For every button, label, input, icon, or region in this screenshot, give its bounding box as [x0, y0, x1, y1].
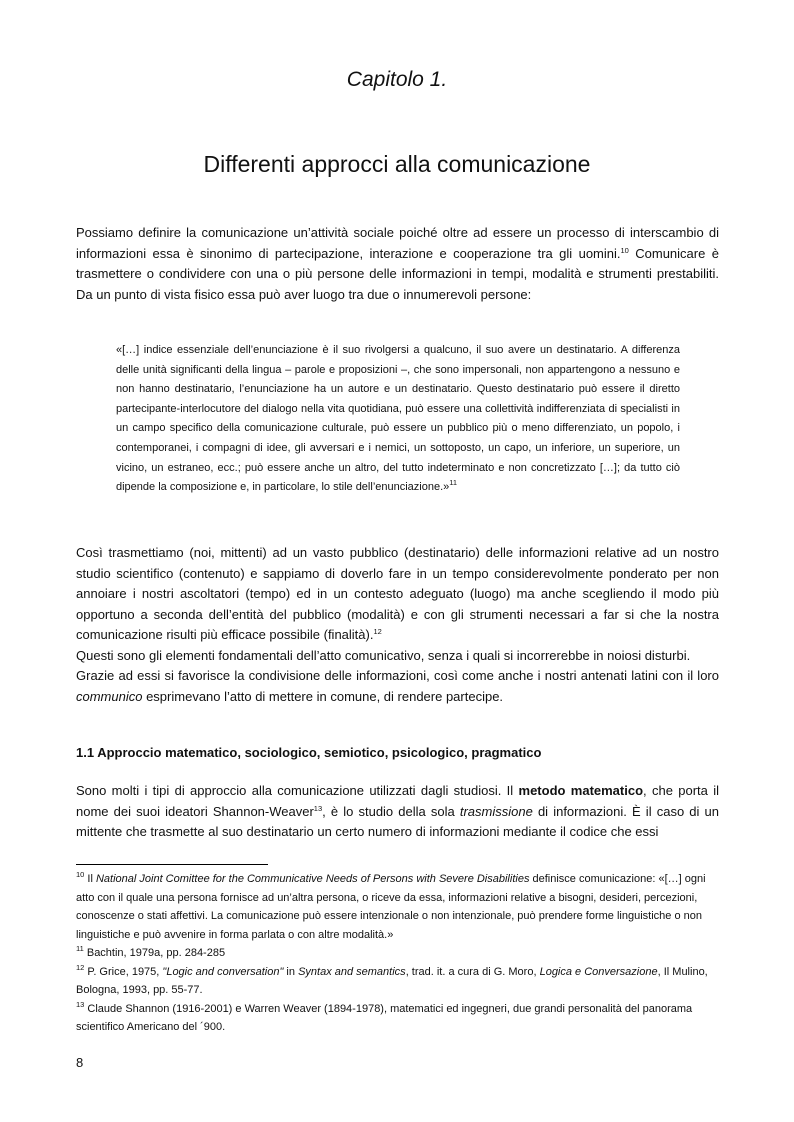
footnote-separator: [76, 864, 268, 865]
footnote-12: $^{12}$ P. Grice, 1975, "Logic and conversation" in Syntax and semantics, trad. it. a cura di G. Moro, Logica e Conversazione, Il Mulino, Bologna, 1993, pp. 55-77.: [76, 962, 708, 996]
page-number: 8: [76, 1055, 84, 1070]
section-heading: 1.1 Approccio matematico, sociologico, semiotico, psicologico, pragmatico: [76, 745, 542, 760]
section-paragraph: Sono molti i tipi di approccio alla comunicazione utilizzati dagli studiosi. Il metodo matematico, che porta il nome dei suoi ideatori Shannon-Weaver$^{13}$, è lo studio della sola trasmissione di informazioni. È il caso di un mittente che trasmette al suo destinatario un certo numero di informazioni mediante il codice che essi: [76, 783, 720, 839]
paragraph-2-line-3: Grazie ad essi si favorisce la condivisione delle informazioni, così come anche i nostri antenati latini con il loro communico esprimevano l’atto di mettere in comune, di rendere partecipe.: [76, 668, 719, 704]
footnotes: [76, 870, 722, 1037]
italic-term: trasmissione: [459, 803, 533, 819]
chapter-title: Differenti approcci alla comunicazione: [203, 151, 591, 177]
intro-text-2: Comunicare è trasmettere o condividere con una o più persone delle informazioni in tempi, modalità e strumenti prestabiliti. Da un punto di vista fisico essa può aver luogo tra due o innumerevoli persone:: [76, 245, 719, 302]
intro-text: Possiamo definire la comunicazione un’attività sociale poiché oltre ad essere un processo di interscambio di informazioni essa è sinonimo di partecipazione, interazione e cooperazione tra gli uomini.: [76, 225, 719, 261]
bold-term: metodo matematico: [518, 783, 644, 798]
footnote-ref-12[interactable]: 12: [373, 627, 382, 636]
paragraph-2-line-2: Questi sono gli elementi fondamentali dell’atto comunicativo, senza i quali si incorrerebbe in noiosi disturbi.: [76, 647, 691, 663]
footnote-10: $^{10}$ Il National Joint Comittee for the Communicative Needs of Persons with Severe Disabilities definisce comunicazione: «[…] ogni atto con il quale una persona fornisce ad un’altra persona, o riceve da essa, informazioni relative a bisogni, desideri, percezioni, conoscenze o stati affettivi. La comunicazione può essere intenzionale o non intenzionale, può prendere forme linguistiche o non linguistiche e può avvenire in forma parlata o con altre modalità.»: [76, 870, 706, 941]
footnote-ref-13[interactable]: 13: [313, 803, 323, 813]
footnote-ref-10[interactable]: 10: [620, 245, 629, 255]
footnote-11: $^{11}$ Bachtin, 1979a, pp. 284-285: [76, 944, 226, 959]
footnote-13: $^{13}$ Claude Shannon (1916-2001) e Warren Weaver (1894-1978), matematici ed ingegneri, due grandi personalità del panorama scientifico Americano del ´900.: [76, 999, 693, 1033]
intro-paragraph: [76, 223, 719, 305]
chapter-label: Capitolo 1.: [346, 68, 448, 91]
latin-term: communico: [76, 688, 143, 704]
quote-text: «[…] indice essenziale dell’enunciazione è il suo rivolgersi a qualcuno, il suo avere un destinatario. A differenza delle unità significanti della lingua – parole e proposizioni –, che sono impersonali, non appartengono a nessuno e non hanno destinatario, l’enunciazione ha un autore e un destinatario. Questo destinatario può essere il diretto partecipante-interlocutore del dialogo nella vita quotidiana, può essere una collettività indifferenziata di specialisti in un campo specifico della comunicazione culturale, può essere un pubblico più o meno differenziato, un popolo, i contemporanei, i compagni di idee, gli avversari e i nemici, un sottoposto, un capo, un inferiore, un superiore, un vicino, un estraneo, ecc.; può essere anche un altro, del tutto indeterminato e non concretizzato […]; da tutto ciò dipende la composizione e, in particolare, lo stile dell’enunciazione.»: [116, 344, 680, 494]
paragraph-2-text: Così trasmettiamo (noi, mittenti) ad un vasto pubblico (destinatario) delle informazioni relative ad un nostro studio scientifico (contenuto) e sappiamo di doverlo fare in un tempo considerevolmente ponderato per non annoiare i nostri ascoltatori (tempo) ed in un contesto adeguato (luogo) ma anche scegliendo il modo più opportuno a seconda dell’entità del pubblico (modalità) e con gli strumenti necessari a far si che la nostra comunicazione risulti più efficace possibile (finalità).: [76, 545, 719, 642]
paragraph-2: [76, 543, 719, 707]
footnote-ref-11[interactable]: 11: [449, 478, 458, 488]
block-quote: [116, 341, 680, 498]
